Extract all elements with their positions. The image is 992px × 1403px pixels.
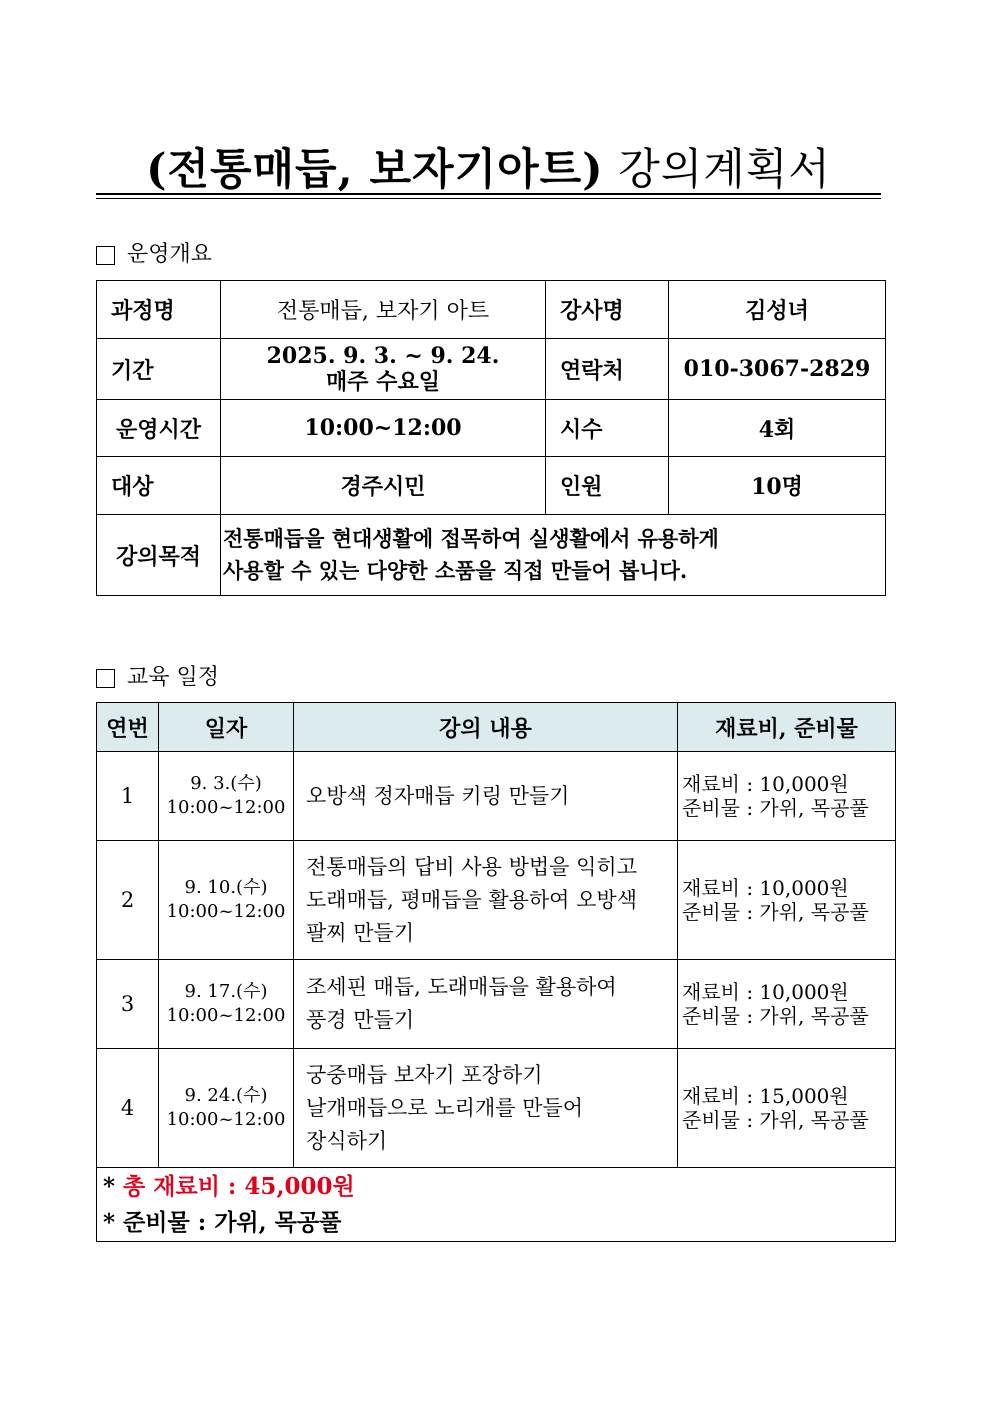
row-date-day: 9. 3.(수) (190, 773, 262, 794)
course-label: 과정명 (97, 281, 221, 339)
cost-line: 재료비 : 10,000원 (682, 980, 849, 1004)
total-cost: 총 재료비 : 45,000원 (123, 1172, 355, 1200)
checkbox-icon (96, 246, 115, 265)
people-value: 10명 (669, 457, 886, 515)
row-date (159, 841, 294, 960)
row-cost (678, 960, 896, 1049)
row-date (159, 752, 294, 841)
purpose-line1: 전통매듭을 현대생활에 접목하여 실생활에서 유용하게 (223, 526, 719, 551)
people-label: 인원 (546, 457, 669, 515)
checkbox-icon (96, 669, 115, 688)
row-date (159, 1049, 294, 1168)
section-schedule-heading (96, 663, 219, 693)
header-content: 강의 내용 (294, 703, 678, 752)
total-prefix: * (103, 1172, 124, 1200)
sessions-label: 시수 (546, 400, 669, 457)
header-num: 연번 (97, 703, 159, 752)
period-value (221, 339, 546, 400)
time-value: 10:00~12:00 (221, 400, 546, 457)
row-content (294, 960, 678, 1049)
period-line2: 매주 수요일 (326, 369, 440, 395)
section-overview-heading (96, 240, 212, 270)
row-cost (678, 1049, 896, 1168)
supplies-line: 준비물 : 가위, 목공풀 (682, 796, 869, 820)
supplies-line: 준비물 : 가위, 목공풀 (682, 900, 869, 924)
purpose-value (221, 515, 886, 596)
table-header-row (97, 703, 896, 752)
row-date (159, 960, 294, 1049)
instructor-label: 강사명 (546, 281, 669, 339)
row-content (294, 1049, 678, 1168)
total-supplies-line: * 준비물 : 가위, 목공풀 (103, 1208, 342, 1236)
row-content (294, 841, 678, 960)
table-footer-row (97, 1168, 896, 1242)
target-label: 대상 (97, 457, 221, 515)
content-line: 조세핀 매듭, 도래매듭을 활용하여 (306, 975, 617, 999)
footer-summary (97, 1168, 896, 1242)
contact-value: 010-3067-2829 (669, 339, 886, 400)
row-date-day: 9. 17.(수) (184, 981, 268, 1002)
content-line: 날개매듭으로 노리개를 만들어 (306, 1095, 584, 1120)
title-underline-thin (96, 198, 881, 199)
row-date-day: 9. 24.(수) (184, 1085, 268, 1106)
table-row (97, 841, 896, 960)
target-value: 경주시민 (221, 457, 546, 515)
row-date-day: 9. 10.(수) (184, 877, 268, 898)
document-title (96, 140, 881, 200)
table-row (97, 339, 886, 400)
purpose-line2: 사용할 수 있는 다양한 소품을 직접 만들어 봅니다. (223, 558, 688, 583)
table-row (97, 752, 896, 841)
cost-line: 재료비 : 10,000원 (682, 876, 849, 900)
supplies-line: 준비물 : 가위, 목공풀 (682, 1004, 869, 1028)
header-date: 일자 (159, 703, 294, 752)
total-cost-line (103, 1169, 895, 1205)
table-row (97, 457, 886, 515)
table-row (97, 960, 896, 1049)
period-line1: 2025. 9. 3. ~ 9. 24. (266, 343, 500, 369)
row-num: 1 (97, 752, 159, 841)
content-line: 궁중매듭 보자기 포장하기 (306, 1062, 543, 1087)
header-cost: 재료비, 준비물 (678, 703, 896, 752)
row-num: 2 (97, 841, 159, 960)
section-schedule-label: 교육 일정 (127, 665, 220, 690)
table-row (97, 1049, 896, 1168)
row-num: 3 (97, 960, 159, 1049)
row-content (294, 752, 678, 841)
content-line: 풍경 만들기 (306, 1008, 415, 1032)
row-date-time: 10:00~12:00 (166, 797, 286, 818)
overview-table (96, 280, 886, 596)
title-rest: 강의계획서 (603, 145, 831, 195)
content-line: 팔찌 만들기 (306, 920, 415, 945)
title-underline (96, 193, 881, 195)
instructor-value: 김성녀 (669, 281, 886, 339)
course-value: 전통매듭, 보자기 아트 (221, 281, 546, 339)
schedule-table (96, 702, 896, 1242)
contact-label: 연락처 (546, 339, 669, 400)
row-date-time: 10:00~12:00 (166, 1109, 286, 1130)
period-label: 기간 (97, 339, 221, 400)
title-bold: (전통매듭, 보자기아트) (146, 145, 604, 195)
supplies-line: 준비물 : 가위, 목공풀 (682, 1108, 869, 1132)
content-line: 오방색 정자매듭 키링 만들기 (306, 783, 570, 808)
table-row (97, 515, 886, 596)
time-label: 운영시간 (97, 400, 221, 457)
row-cost (678, 841, 896, 960)
purpose-label: 강의목적 (97, 515, 221, 596)
table-row (97, 281, 886, 339)
row-date-time: 10:00~12:00 (166, 1005, 286, 1026)
cost-line: 재료비 : 15,000원 (682, 1084, 849, 1108)
cost-line: 재료비 : 10,000원 (682, 772, 849, 796)
content-line: 장식하기 (306, 1128, 388, 1153)
row-num: 4 (97, 1049, 159, 1168)
content-line: 전통매듭의 답비 사용 방법을 익히고 (306, 854, 637, 879)
table-row (97, 400, 886, 457)
row-cost (678, 752, 896, 841)
section-overview-label: 운영개요 (127, 242, 213, 267)
sessions-value: 4회 (669, 400, 886, 457)
content-line: 도래매듭, 평매듭을 활용하여 오방색 (306, 887, 637, 912)
row-date-time: 10:00~12:00 (166, 901, 286, 922)
